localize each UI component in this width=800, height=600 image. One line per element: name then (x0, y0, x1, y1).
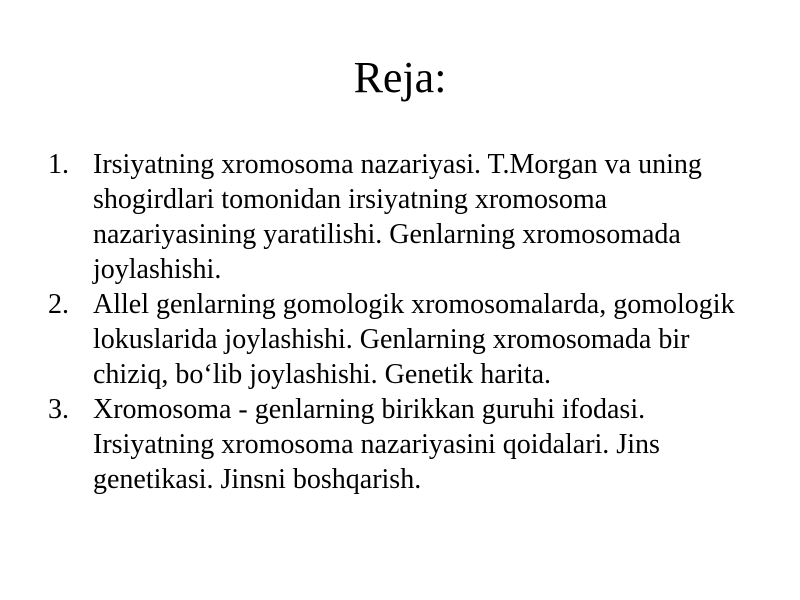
slide-title: Reja: (353, 53, 447, 102)
list-item-number: 1. (48, 149, 69, 180)
list-item-text: Allel genlarning gomologik xromosomalarda, gomologik lokuslarida joylashishi. Genlarning xromosomada bir chiziq, bo‘lib joylashishi. Genetik harita. (93, 289, 735, 390)
list-item (48, 287, 760, 392)
list-item (48, 147, 760, 287)
list-item (48, 392, 760, 497)
list-item-text: Irsiyatning xromosoma nazariyasi. T.Morgan va uning shogirdlari tomonidan irsiyatning xromosoma nazariyasining yaratilishi. Genlarning xromosomada joylashishi. (93, 149, 702, 285)
list-item-number: 3. (48, 394, 69, 425)
plan-list (48, 147, 760, 497)
list-item-text: Xromosoma - genlarning birikkan guruhi ifodasi. Irsiyatning xromosoma nazariyasini qoidalari. Jins genetikasi. Jinsni boshqarish. (93, 394, 660, 495)
list-item-number: 2. (48, 289, 69, 320)
